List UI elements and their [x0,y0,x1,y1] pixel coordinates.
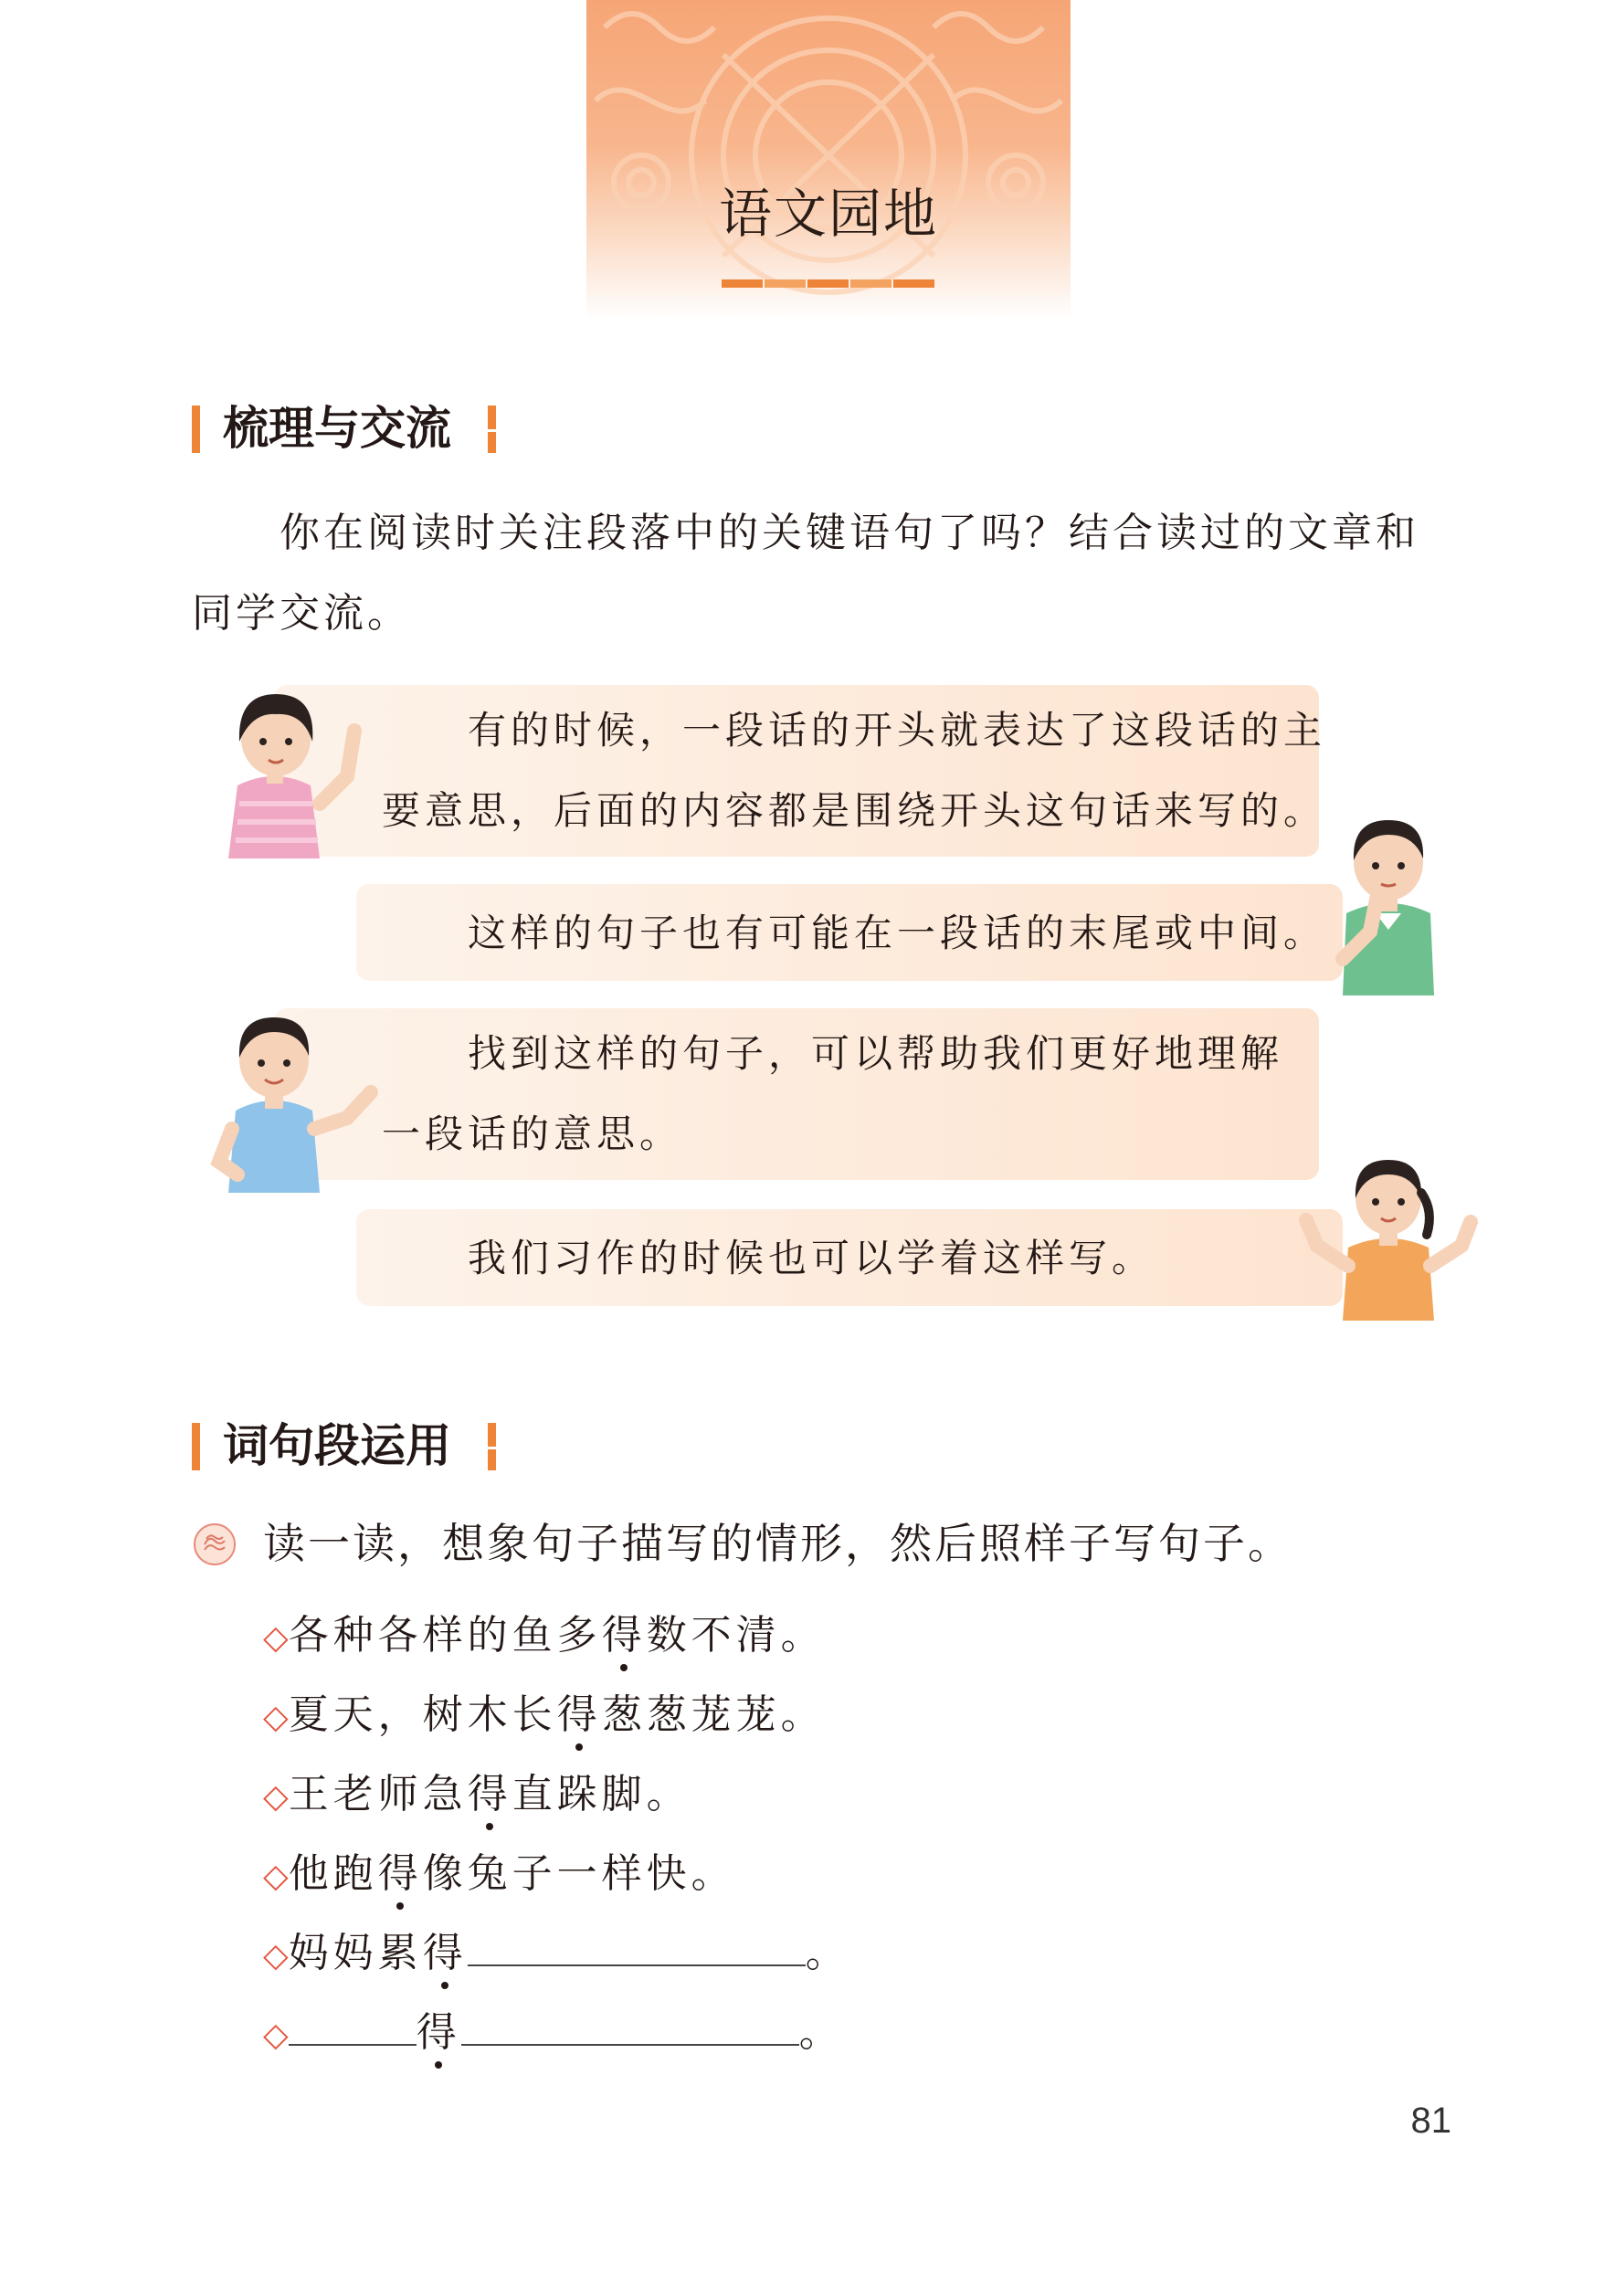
example-row-fill-in [263,2001,844,2065]
emphasized-word: 得 [417,2001,461,2065]
example-text: 夏天，树木长 [288,1691,557,1738]
banner-pattern [586,0,1071,320]
example-text: 妈妈累 [288,1930,423,1976]
emphasized-word: 得 [468,1763,512,1827]
fill-in-blank[interactable] [468,1928,806,1966]
diamond-bullet-icon: ◇ [263,1619,289,1657]
boy-green-shirt-illustration [1306,804,1471,995]
example-row [263,1683,826,1747]
swirl-icon [192,1522,237,1567]
bubble-4-line-1: 我们习作的时候也可以学着这样写。 [468,1236,1155,1280]
girl-pink-shirt-illustration [201,676,374,858]
example-text: 他跑 [288,1850,378,1897]
example-text: 。 [798,2009,844,2056]
example-text: 。 [805,1930,850,1976]
example-text: 像兔子一样快。 [422,1850,736,1897]
section-title: 词句段运用 [223,1419,451,1472]
emphasized-word: 得 [378,1842,423,1906]
girl-orange-shirt-illustration [1297,1147,1480,1321]
heading-bar-left [192,1423,200,1470]
heading-bar-right [488,1423,496,1470]
emphasized-word: 得 [602,1604,647,1668]
heading-bar-left [192,405,200,453]
example-row [263,1604,826,1668]
title-banner [586,0,1071,320]
bubble-1-line-1: 有的时候，一段话的开头就表达了这段话的主 [468,708,1327,753]
diamond-bullet-icon: ◇ [263,1937,289,1975]
emphasized-word: 得 [423,1922,468,1985]
example-row [263,1842,736,1906]
fill-in-blank[interactable] [461,2007,799,2046]
example-text: 直跺脚。 [512,1771,691,1817]
example-text: 王老师急 [288,1771,468,1817]
diamond-bullet-icon: ◇ [263,2017,289,2054]
diamond-bullet-icon: ◇ [263,1858,289,1895]
section-title: 梳理与交流 [223,402,451,455]
task-instruction: 读一读，想象句子描写的情形，然后照样子写句子。 [263,1519,1292,1568]
bubble-3-line-2: 一段话的意思。 [382,1111,683,1156]
title-underline [722,274,936,282]
example-text: 葱葱茏茏。 [601,1691,826,1738]
emphasized-word: 得 [557,1683,602,1747]
diamond-bullet-icon: ◇ [263,1699,289,1736]
bubble-2-line-1: 这样的句子也有可能在一段话的末尾或中间。 [468,911,1327,955]
diamond-bullet-icon: ◇ [263,1778,289,1816]
page-title: 语文园地 [718,183,938,245]
section-heading-sorting [192,400,521,457]
boy-blue-shirt-illustration [201,1001,384,1193]
section-heading-usage [192,1417,521,1474]
example-row-fill-in [263,1922,850,1985]
example-text: 各种各样的鱼多 [288,1612,602,1659]
page-number: 81 [1410,2101,1451,2141]
heading-bar-right [488,405,496,453]
bubble-3-line-1: 找到这样的句子，可以帮助我们更好地理解 [468,1031,1284,1076]
bubble-1-line-2: 要意思，后面的内容都是围绕开头这句话来写的。 [382,788,1327,833]
example-text: 数不清。 [646,1612,826,1659]
example-row [263,1763,691,1827]
intro-paragraph: 你在阅读时关注段落中的关键语句了吗？结合读过的文章和同学交流。 [192,510,1419,637]
fill-in-blank[interactable] [289,2007,417,2046]
